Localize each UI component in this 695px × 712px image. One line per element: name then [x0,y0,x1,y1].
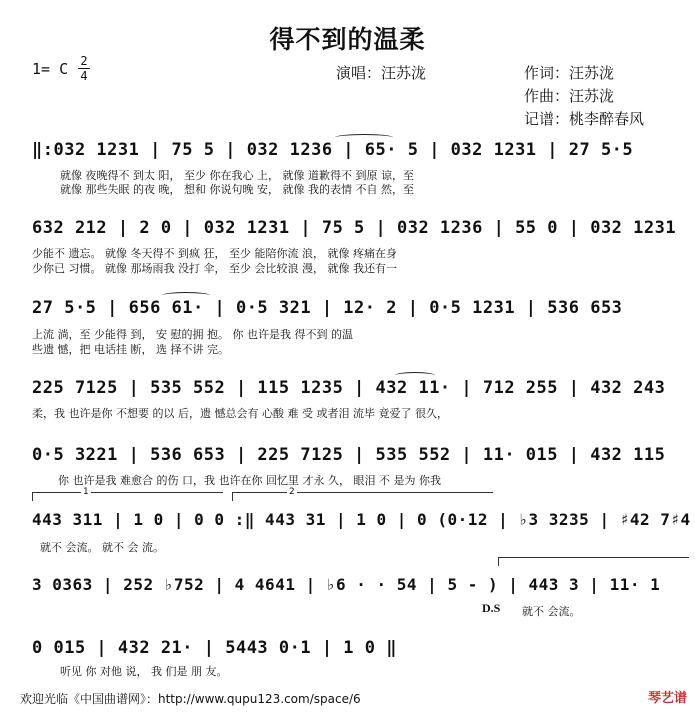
slur [395,372,435,379]
time-signature [78,55,90,82]
volta-1-bracket [32,487,223,501]
site-footer: 欢迎光临《中国曲谱网》：http://www.qupu123.com/space/6 [20,692,361,706]
score-row-5-notes: 0·5 3221 | 536 653 | 225 7125 | 535 552 | 11· 015 | 432 115 [32,445,666,465]
score-row-6-lyrics-1: 就不 会流。 就不 会 流。 [40,541,164,554]
volta-2-bracket [232,487,493,501]
score-row-7-notes: 3 0363 | 252 ♭752 | 4 4641 | ♭6 · · 54 | 5 - ) | 443 3 | 11· 1 [32,575,661,594]
score-row-2-lyrics-1: 少能不 遗忘。 就像 冬天得不 到疯 狂， 至少 能陪你流 浪， 就像 疼痛在身 [32,247,397,260]
song-title: 得不到的温柔 [269,25,426,54]
score-row-6-notes: 443 311 | 1 0 | 0 0 :‖ 443 31 | 1 0 | 0 (0·12 | ♭3 3235 | ♯42 7♯4 [32,510,691,529]
key-signature: 1= C [32,60,69,78]
time-signature-bottom: 4 [80,69,88,83]
score-row-3-lyrics-1: 上流 淌，至 少能得 到， 安 慰的拥 抱。 你 也许是我 得不到 的温 [32,328,353,341]
score-row-8-notes: 0 015 | 432 21· | 5443 0·1 | 1 0 ‖ [32,638,397,658]
score-row-3-lyrics-2: 些遗 憾，把 电话挂 断， 选 择不讲 完。 [32,343,229,356]
score-row-2-notes: 632 212 | 2 0 | 032 1231 | 75 5 | 032 1236 | 55 0 | 032 1231 [32,218,677,238]
score-row-1-lyrics-1: 就像 夜晚得不 到太 阳， 至少 你在我心 上， 就像 道歉得不 到原 谅，至 [60,169,414,182]
volta-1-label: 1 [83,487,89,497]
score-row-4-notes: 225 7125 | 535 552 | 115 1235 | 432 11· | 712 255 | 432 243 [32,378,666,398]
volta-2-label: 2 [289,487,295,497]
score-row-1-lyrics-2: 就像 那些失眠 的夜 晚， 想和 你说句晚 安， 就像 我的表情 不自 然，至 [60,183,414,196]
dal-segno-mark: D.S [482,601,501,615]
score-row-5-lyrics-1: 你 也许是我 难愈合 的伤 口，我 也许在你 回忆里 才永 久， 眼泪 不 是为 你我 [58,474,441,487]
transcriber-credit: 记谱：桃李醉春风 [524,110,645,128]
score-row-2-lyrics-2: 少你已 习惯。 就像 那场雨我 没打 伞， 至少 会比较浪 漫， 就像 我还有一 [32,262,397,275]
singer-credit: 演唱：汪苏泷 [336,64,427,82]
time-signature-top: 2 [80,54,88,68]
score-row-8-lyrics-1: 听见 你 对他 说， 我 们是 朋 友。 [60,665,228,678]
composer-credit: 作曲：汪苏泷 [524,87,615,105]
slur [335,134,393,141]
slur [162,292,210,299]
score-row-4-lyrics-1: 柔，我 也许是你 不想要 的以 后，遗 憾总会有 心酸 难 受 或者泪 流毕 竟爱了 很久， [32,407,448,420]
score-row-3-notes: 27 5·5 | 656 61· | 0·5 321 | 12· 2 | 0·5 1231 | 536 653 [32,298,623,318]
score-row-7-lyrics-1: 就不 会流。 [522,605,581,618]
brand-logo: 琴艺谱 [647,691,687,706]
score-row-1-notes: ‖:032 1231 | 75 5 | 032 1236 | 65· 5 | 032 1231 | 27 5·5 [32,140,634,160]
lyricist-credit: 作词：汪苏泷 [524,64,615,82]
triplet-bracket [498,557,689,566]
